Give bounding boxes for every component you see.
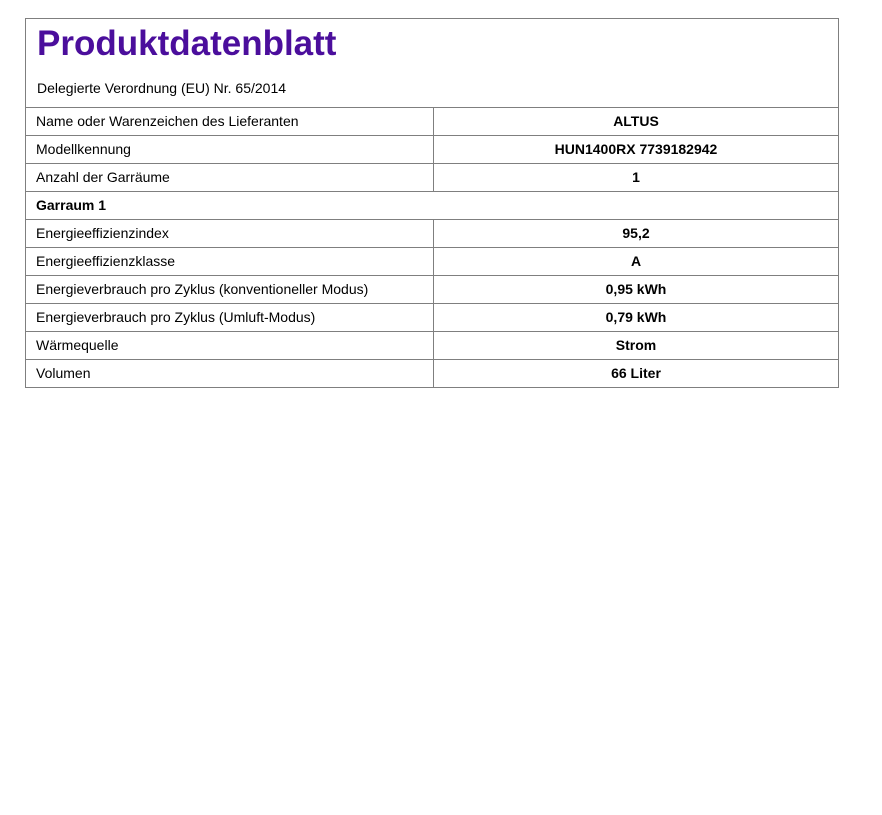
row-label-volume: Volumen	[26, 360, 434, 387]
sheet-header	[26, 19, 838, 108]
table-row	[26, 276, 838, 304]
row-label-energy-class: Energieeffizienzklasse	[26, 248, 434, 275]
table-row	[26, 108, 838, 136]
row-value-consumption-fan: 0,79 kWh	[605, 309, 667, 325]
row-value-energy-class: A	[630, 253, 642, 269]
row-value-consumption-conventional: 0,95 kWh	[605, 281, 667, 297]
row-label-eei: Energieeffizienzindex	[26, 220, 434, 247]
product-data-sheet	[25, 18, 839, 388]
row-value-heat-source: Strom	[615, 337, 657, 353]
row-value-eei: 95,2	[622, 225, 650, 241]
table-row	[26, 304, 838, 332]
row-value-volume: 66 Liter	[611, 365, 661, 381]
row-value-cavities: 1	[632, 169, 640, 185]
table-row	[26, 164, 838, 192]
row-label-model: Modellkennung	[26, 136, 434, 163]
page-title: Produktdatenblatt	[37, 24, 337, 63]
table-row	[26, 248, 838, 276]
table-row	[26, 136, 838, 164]
row-value-model: HUN1400RX 7739182942	[554, 141, 718, 157]
row-label-consumption-conventional: Energieverbrauch pro Zyklus (konventioneller Modus)	[26, 276, 434, 303]
regulation-subtitle: Delegierte Verordnung (EU) Nr. 65/2014	[37, 80, 287, 96]
table-row	[26, 220, 838, 248]
section-row	[26, 192, 838, 220]
row-label-cavities: Anzahl der Garräume	[26, 164, 434, 191]
row-label-heat-source: Wärmequelle	[26, 332, 434, 359]
row-label-consumption-fan: Energieverbrauch pro Zyklus (Umluft-Modus)	[26, 304, 434, 331]
table-row	[26, 360, 838, 387]
row-value-supplier: ALTUS	[613, 113, 659, 129]
section-label-cavity-1: Garraum 1	[36, 197, 107, 213]
table-row	[26, 332, 838, 360]
row-label-supplier: Name oder Warenzeichen des Lieferanten	[26, 108, 434, 135]
